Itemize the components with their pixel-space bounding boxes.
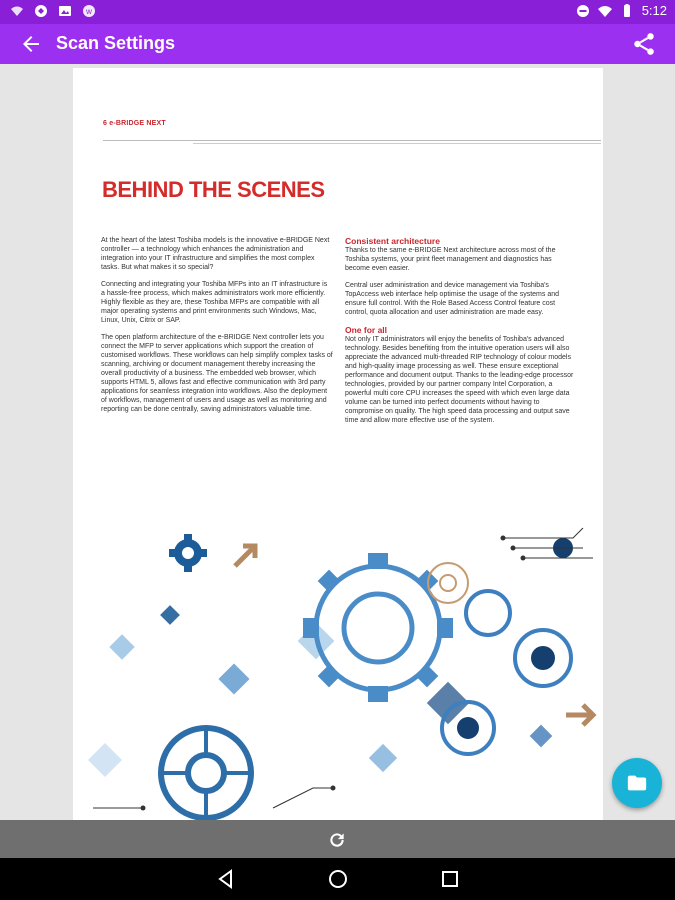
page-title: Scan Settings: [56, 33, 176, 53]
folder-icon: [626, 772, 648, 794]
nav-home-icon[interactable]: [328, 869, 348, 889]
status-bar: [0, 0, 675, 24]
paragraph: Thanks to the same e-BRIDGE Next architecture across most of the Toshiba systems, your print fleet management and diagnostics has become even easier.: [345, 247, 556, 272]
nav-recents-icon[interactable]: [440, 869, 460, 889]
arrow-back-icon[interactable]: [18, 32, 44, 56]
nav-back-icon[interactable]: [216, 869, 236, 889]
document-viewer: [0, 64, 675, 820]
app-bar: [0, 24, 675, 64]
app-notification-icon: [34, 4, 48, 18]
paragraph: Connecting and integrating your Toshiba MFPs into an IT infrastructure is a hassle-free process, which makes administrators work more efficiently. Highly flexible as they are, these Toshiba MFPs are compatible with all major operating systems and print environments such Windows, Mac, Linux, Unix, Citrix or SAP.: [101, 281, 328, 324]
page-header-mark: 6 e-BRIDGE NEXT: [103, 120, 166, 127]
image-notification-icon: [58, 4, 72, 18]
document-headline: BEHIND THE SCENES: [102, 177, 325, 202]
section-heading: Consistent architecture: [345, 236, 440, 246]
gears-illustration: [73, 518, 603, 820]
left-text-column: [101, 236, 333, 422]
refresh-icon[interactable]: [327, 830, 347, 850]
paragraph: The open platform architecture of the e-BRIDGE Next controller lets you connect the MFP to server applications which support the creation of customised workflows. These workflows can help simplify complex tasks of scanning, archiving or document management thereby increasing the overall productivity of a business. The embedded web browser, which supports HTML 5, allows fast and effective communication with 3rd party applications for seamless integration into workflows. Also the deployment of workflows, management of users and usage as well as monitoring and reporting can be done centrally, saving administrators valuable time.: [101, 334, 333, 413]
status-time: 5:12: [641, 3, 667, 18]
right-text-column: [345, 236, 577, 433]
section-heading: One for all: [345, 325, 388, 335]
paragraph: Not only IT administrators will enjoy the benefits of Toshiba's advanced technology. Besides benefiting from the intuitive operation users will also appreciate the advanced multi-threaded RIP technology of colour models and high-quality image processing as well. These ensure exceptional performance and document output. Thanks to the leading-edge processor technologies, provided by our partner company Intel Corporation, a powerful multi core CPU increases the speed with which even large data volume can be turned into perfect documents without having to compromise on quality. The high speed data processing and output save time and allow more effective use of the system.: [345, 336, 574, 424]
header-divider: [103, 140, 601, 141]
open-folder-button[interactable]: [612, 758, 662, 808]
shield-notification-icon: [82, 4, 96, 18]
wifi-notification-icon: [10, 4, 24, 18]
do-not-disturb-icon: [576, 4, 590, 18]
paragraph: At the heart of the latest Toshiba models is the innovative e-BRIDGE Next controller — a technology which enhances the administration and integration into your IT infrastructure and simplifies the most complex tasks. But what makes it so special?: [101, 237, 330, 271]
header-divider-secondary: [193, 143, 601, 144]
wifi-signal-icon: [598, 4, 612, 18]
scanned-page[interactable]: [73, 68, 603, 820]
share-icon[interactable]: [631, 31, 657, 57]
system-navigation-bar: [0, 858, 675, 900]
battery-icon: [620, 4, 634, 18]
svg-text:w: w: [86, 7, 92, 16]
paragraph: Central user administration and device management via Toshiba's TopAccess web interface help optimise the usage of the systems and ensure full control. With the Role Based Access Control feature cost control, quota allocation and user administration are made easy.: [345, 282, 560, 316]
bottom-toolbar: [0, 820, 675, 858]
